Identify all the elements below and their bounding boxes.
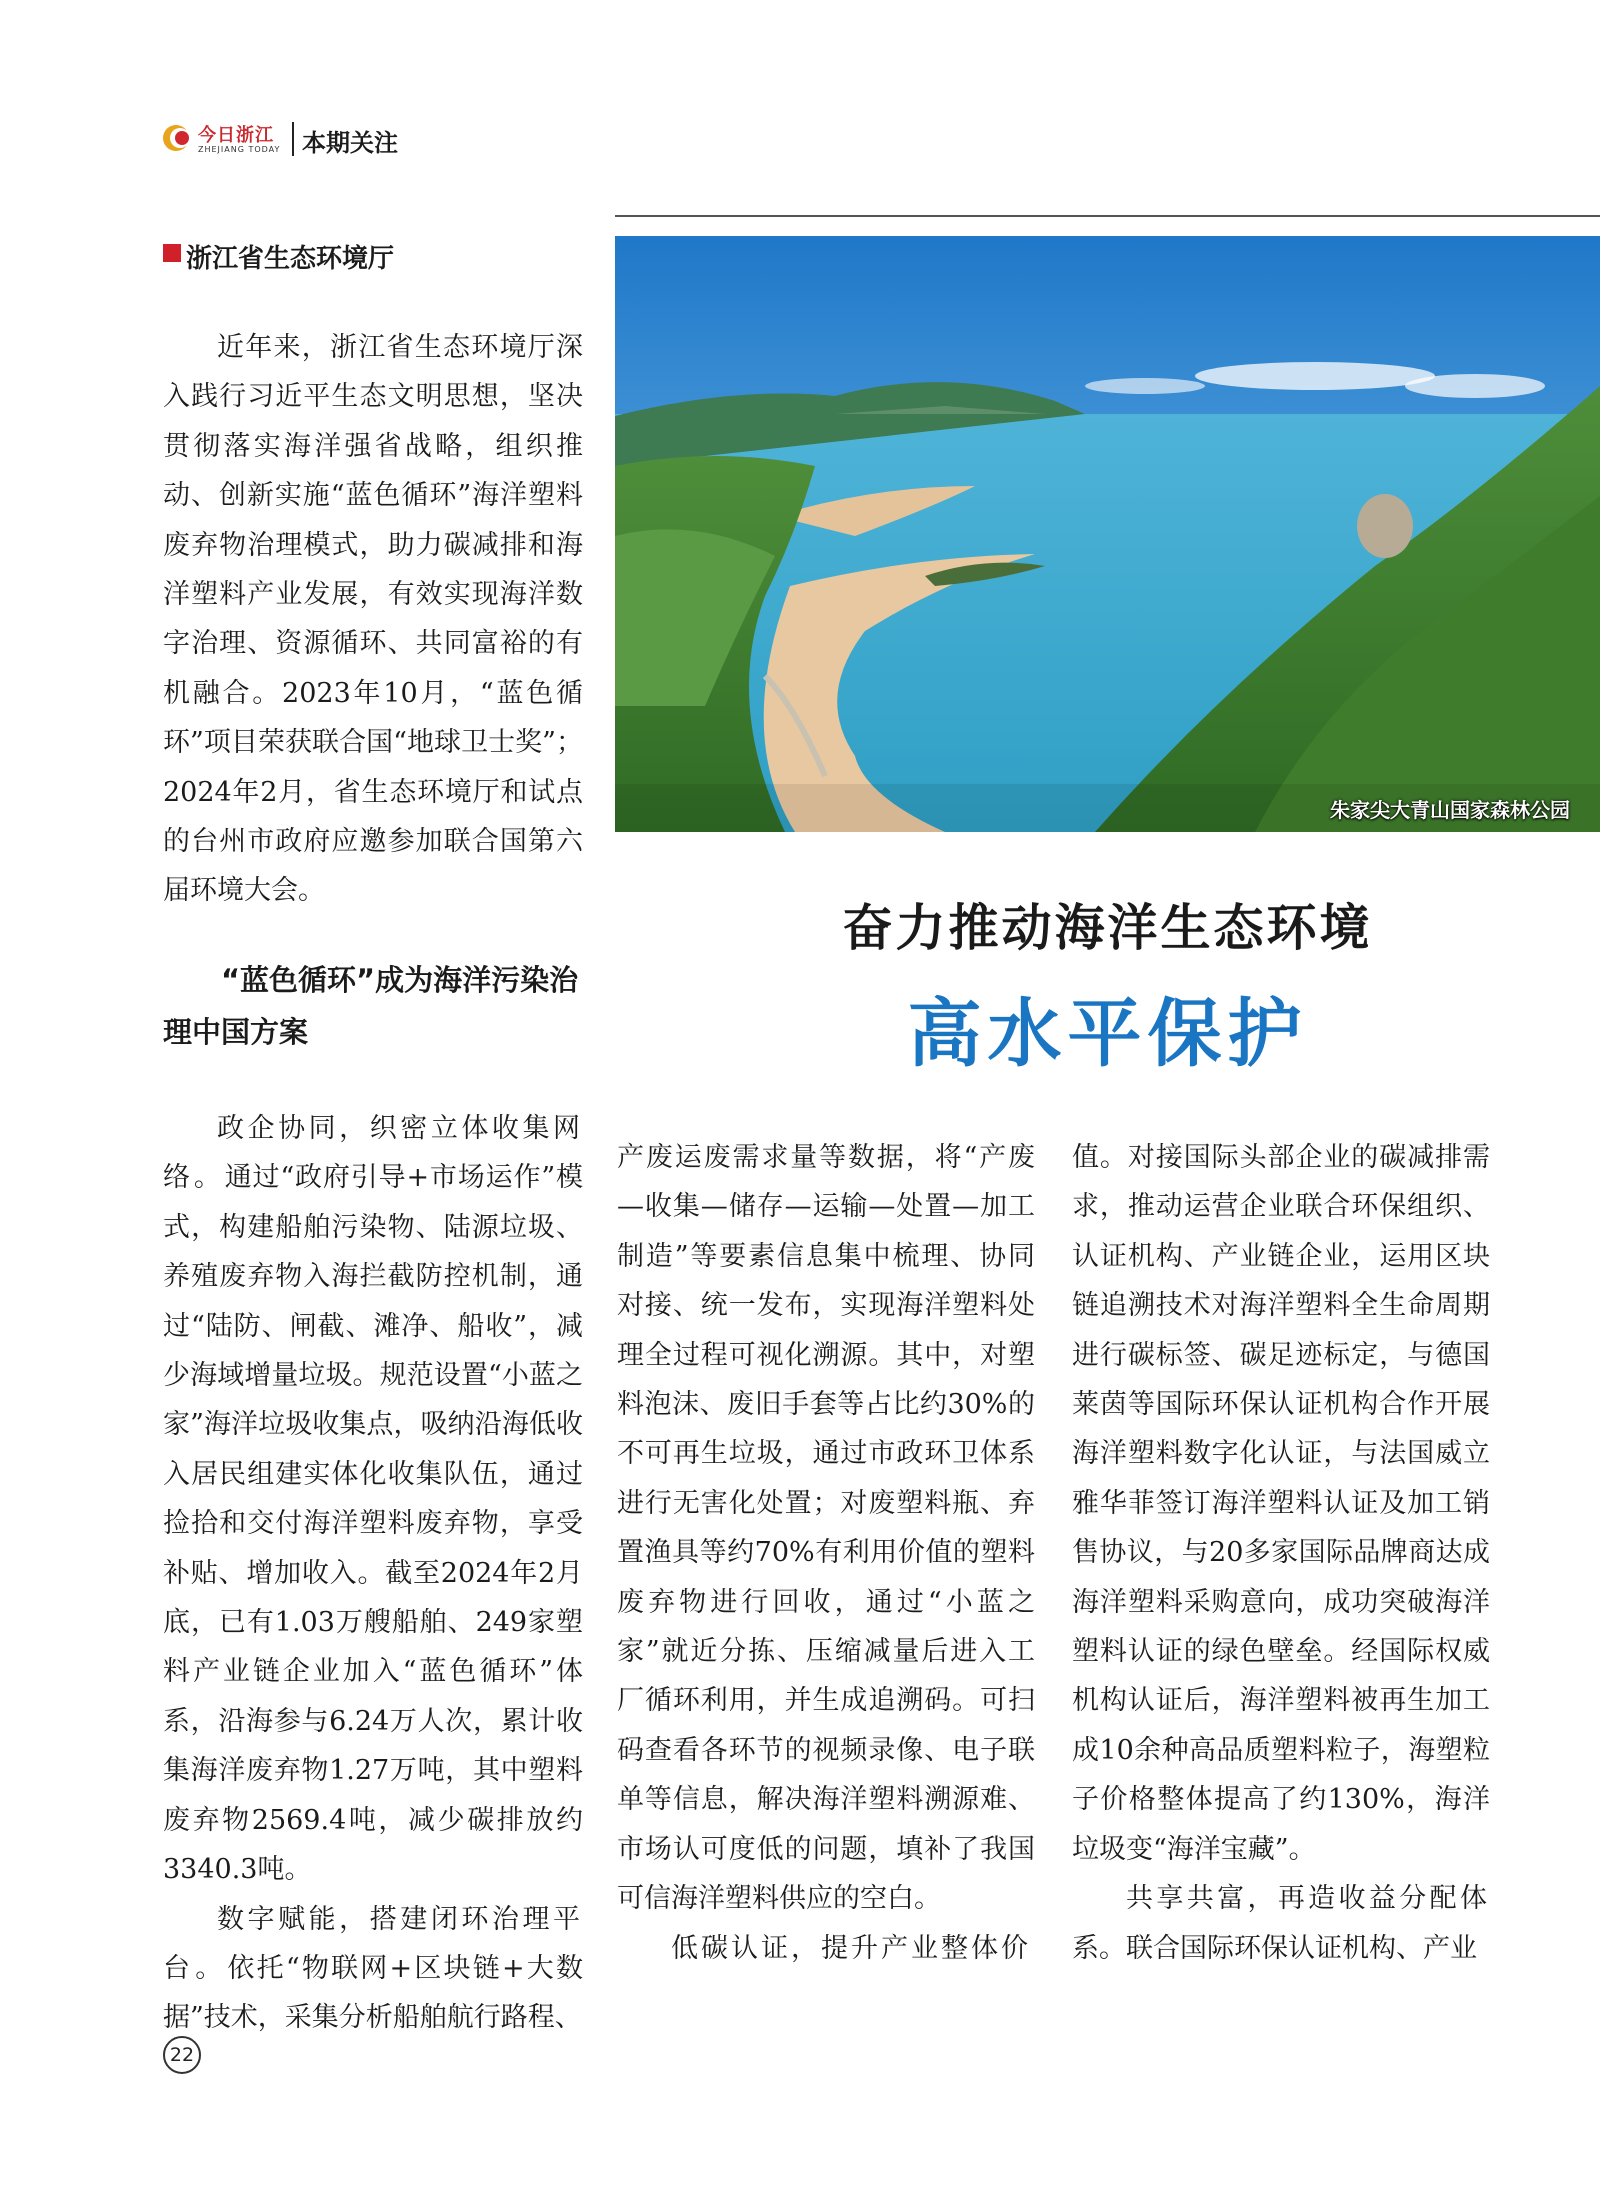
article-title-line2: 高水平保护 — [907, 991, 1308, 1077]
logo-text: 今日浙江 — [198, 125, 274, 146]
paragraph — [163, 1104, 583, 1895]
section-label: 本期关注 — [302, 129, 398, 157]
paragraph — [163, 1895, 583, 2043]
article-title-line1: 奋力推动海洋生态环境 — [842, 898, 1373, 957]
paragraph: 产废运废需求量等数据，将“产废—收集—储存—运输—处置—加工制造”等要素信息集中梳理、协同对接、统一发布，实现海洋塑料处理全过程可视化溯源。其中，对塑料泡沫、废旧手套等占比约30%的不可再生垃圾，通过市政环卫体系进行无害化处置；对废塑料瓶、弃置渔具等约70%有利用价值的塑料废弃物进行回收，通过“小蓝之家”就近分拣、压缩减量后进入工厂循环利用，并生成追溯码。可扫码查看各环节的视频录像、电子联单等信息，解决海洋塑料溯源难、市场认可度低的问题，填补了我国可信海洋塑料供应的空白。 — [617, 1142, 1035, 1915]
column-3-body — [1072, 1133, 1490, 1973]
intro-paragraph — [163, 323, 583, 916]
paragraph: 值。对接国际头部企业的碳减排需求，推动运营企业联合环保组织、认证机构、产业链企业，运用区块链追溯技术对海洋塑料全生命周期进行碳标签、碳足迹标定，与德国莱茵等国际环保认证机构合作开展海洋塑料数字化认证，与法国威立雅华菲签订海洋塑料认证及加工销售协议，与20多家国际品牌商达成海洋塑料采购意向，成功突破海洋塑料认证的绿色壁垒。经国际权威机构认证后，海洋塑料被再生加工成10余种高品质塑料粒子，海塑粒子价格整体提高了约130%，海洋垃圾变“海洋宝藏”。 — [1072, 1142, 1490, 1865]
page-number: 22 — [163, 2036, 201, 2074]
paragraph-body: 通过“政府引导+市场运作”模式，构建船舶污染物、陆源垃圾、养殖废弃物入海拦截防控机制，通过“陆防、闸截、滩净、船收”，减少海域增量垃圾。规范设置“小蓝之家”海洋垃圾收集点，吸纳沿海低收入居民组建实体化收集队伍，通过捡拾和交付海洋塑料废弃物，享受补贴、增加收入。截至2024年2月底，已有1.03万艘船舶、249家塑料产业链企业加入“蓝色循环”体系，沿海参与6.24万人次，累计收集海洋废弃物1.27万吨，其中塑料废弃物2569.4吨，减少碳排放约3340.3吨。 — [163, 1162, 583, 1886]
paragraph-body: 依托“物联网+区块链+大数据”技术，采集分析船舶航行路程、 — [163, 1952, 583, 2034]
paragraph — [617, 1924, 1035, 1973]
author-marker — [163, 244, 181, 262]
column-2-body — [617, 1133, 1035, 1973]
header-divider — [292, 122, 294, 156]
intro-text: 近年来，浙江省生态环境厅深入践行习近平生态文明思想，坚决贯彻落实海洋强省战略，组织推动、创新实施“蓝色循环”海洋塑料废弃物治理模式，助力碳减排和海洋塑料产业发展，有效实现海洋数字治理、资源循环、共同富裕的有机融合。2023年10月，“蓝色循环”项目荣获联合国“地球卫士奖”；2024年2月，省生态环境厅和试点的台州市政府应邀参加联合国第六届环境大会。 — [163, 332, 583, 907]
photo-caption: 朱家尖大青山国家森林公园 — [1330, 798, 1570, 822]
logo-emblem-icon — [160, 120, 196, 156]
logo-subtitle: ZHEJIANG TODAY — [198, 145, 281, 154]
subheading: “蓝色循环”成为海洋污染治理中国方案 — [163, 963, 579, 1049]
top-rule — [615, 215, 1600, 217]
paragraph-lead: 政企协同，织密立体收集网络。 — [163, 1113, 583, 1194]
landscape-photo — [615, 236, 1600, 832]
coastal-landscape-image — [615, 236, 1600, 832]
column-1-body — [163, 1104, 583, 2043]
paragraph-body: 系。联合国际环保认证机构、产业 — [1072, 1932, 1477, 1964]
paragraph-lead: 数字赋能，搭建闭环治理平台。 — [163, 1903, 583, 1984]
author: 浙江省生态环境厅 — [186, 244, 395, 274]
paragraph-lead: 低碳认证，提升产业整体价 — [671, 1932, 1031, 1964]
paragraph — [1072, 1874, 1490, 1973]
paragraph-lead: 共享共富，再造收益分配体 — [1126, 1883, 1490, 1915]
